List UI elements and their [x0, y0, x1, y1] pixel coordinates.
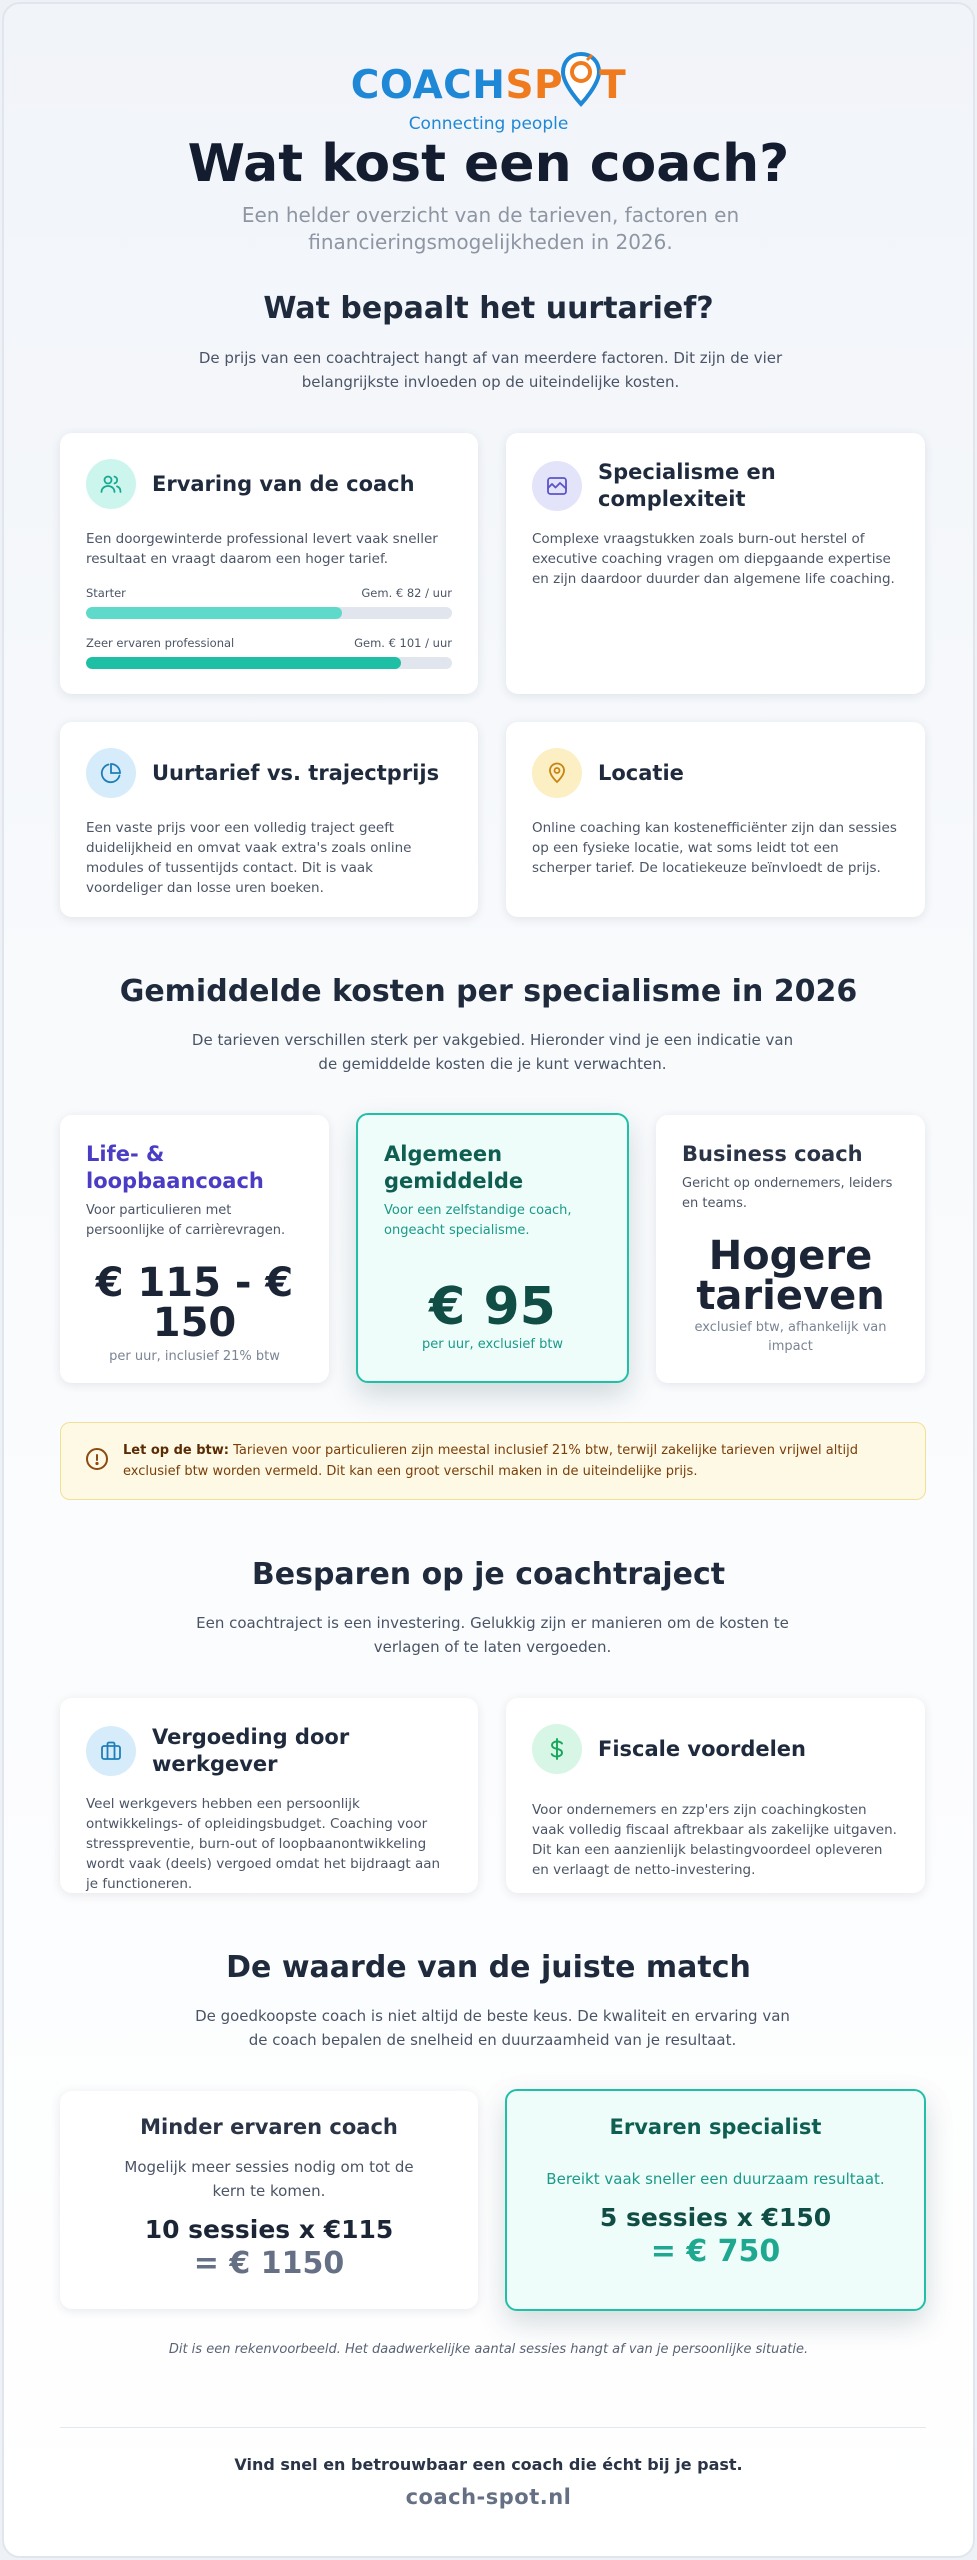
info-icon	[85, 1447, 109, 1475]
match-card-calc: 10 sessies x €115	[144, 2215, 394, 2244]
price-card-amount: Hogere tarieven	[696, 1233, 885, 1319]
factor-title: Ervaring van de coach	[152, 471, 415, 496]
users-icon	[86, 459, 136, 509]
price-card-average	[356, 1113, 629, 1383]
match-card-calc: 5 sessies x €150	[599, 2203, 832, 2232]
vat-note-body: Tarieven voor particulieren zijn meestal inclusief 21% btw, terwijl zakelijke tarieven vrijwel altijd exclusief btw worden vermeld. Dit kan een groot verschil maken in de uiteindelijke prijs.	[123, 1443, 858, 1479]
logo-word-coach: COACH	[350, 63, 506, 108]
logo-pin-icon	[561, 52, 601, 118]
price-card-business	[656, 1115, 925, 1383]
factors-intro: De prijs van een coachtraject hangt af van meerdere factoren. Dit zijn de vier belangrijkste invloeden op de uiteindelijke kosten.	[198, 349, 783, 391]
match-title: De waarde van de juiste match	[226, 1950, 751, 1985]
vat-note-label: Let op de btw:	[123, 1443, 229, 1458]
match-card-less-experienced	[60, 2091, 478, 2309]
bar-value: Gem. € 101 / uur	[354, 636, 452, 650]
footer-site-link[interactable]: coach-spot.nl	[405, 2485, 572, 2509]
brand-logo	[4, 52, 973, 134]
pie-chart-icon	[86, 748, 136, 798]
price-card-subtitle: Voor een zelfstandige coach, ongeacht specialisme.	[384, 1203, 572, 1238]
page-title: Wat kost een coach?	[187, 134, 790, 194]
factor-card-pricing	[60, 722, 478, 917]
price-card-amount: € 115 - € 150	[95, 1260, 294, 1346]
savings-text: Veel werkgevers hebben een persoonlijk ontwikkelings- of opleidingsbudget. Coaching voor stresspreventie, burn-out of loopbaanontwikkeling wordt vaak (deels) vergoed omdat het bijdraagt aan je functioneren.	[86, 1796, 441, 1892]
briefcase-icon	[86, 1726, 136, 1776]
match-card-title: Ervaren specialist	[609, 2115, 822, 2139]
match-card-title: Minder ervaren coach	[140, 2115, 398, 2139]
logo-word-t: T	[599, 63, 627, 108]
footer-tagline: Vind snel en betrouwbaar een coach die écht bij je past.	[234, 2455, 743, 2474]
match-card-text: Bereikt vaak sneller een duurzaam resultaat.	[546, 2170, 885, 2188]
savings-title-text: Vergoeding door werkgever	[152, 1725, 350, 1776]
match-card-total: = € 1150	[193, 2246, 345, 2281]
bar-fill	[86, 657, 401, 669]
savings-intro: Een coachtraject is een investering. Gelukkig zijn er manieren om de kosten te verlagen of te laten vergoeden.	[196, 1614, 789, 1656]
factor-card-location	[506, 722, 925, 917]
factor-card-specialism	[506, 433, 925, 694]
vat-note	[60, 1422, 926, 1500]
dollar-icon	[532, 1724, 582, 1774]
price-card-note: per uur, inclusief 21% btw	[109, 1349, 280, 1364]
bar-track	[86, 607, 452, 619]
factors-title: Wat bepaalt het uurtarief?	[263, 291, 714, 326]
factor-card-experience	[60, 433, 478, 694]
price-card-note: exclusief btw, afhankelijk van impact	[694, 1320, 887, 1354]
match-intro: De goedkoopste coach is niet altijd de beste keus. De kwaliteit en ervaring van de coach bepalen de snelheid en duurzaamheid van je resultaat.	[195, 2007, 790, 2049]
factor-title: Uurtarief vs. trajectprijs	[152, 760, 440, 785]
price-card-life	[60, 1115, 329, 1383]
vat-note-text	[123, 1440, 901, 1482]
price-card-title: Life- & loopbaancoach	[86, 1142, 264, 1193]
page-subtitle: Een helder overzicht van de tarieven, factoren en financieringsmogelijkheden in 2026.	[241, 203, 740, 254]
bar-value: Gem. € 82 / uur	[361, 586, 452, 600]
costs-title: Gemiddelde kosten per specialisme in 2026	[119, 974, 858, 1009]
factor-text: Online coaching kan kostenefficiënter zijn dan sessies op een fysieke locatie, wat soms leidt tot een scherper tarief. De locatiekeuze beïnvloedt de prijs.	[532, 820, 897, 876]
match-card-experienced	[505, 2089, 926, 2311]
bar-starter	[86, 586, 452, 619]
match-card-text: Mogelijk meer sessies nodig om tot de kern te komen.	[124, 2158, 414, 2200]
logo-word-spot: SP	[505, 63, 564, 108]
infographic-page	[2, 2, 975, 2558]
bar-fill	[86, 607, 342, 619]
factor-text: Complexe vraagstukken zoals burn-out herstel of executive coaching vragen om diepgaande expertise en zijn daardoor duurder dan algemene life coaching.	[532, 531, 895, 587]
factor-text: Een vaste prijs voor een volledig traject geeft duidelijkheid en omvat vaak extra's zoals online modules of tussentijds contact. Dit is vaak voordeliger dan losse uren boeken.	[86, 820, 412, 896]
match-card-total: = € 750	[650, 2234, 781, 2269]
savings-title-text: Fiscale voordelen	[598, 1736, 806, 1761]
price-card-title: Algemeen gemiddelde	[384, 1142, 524, 1193]
logo-tagline: Connecting people	[408, 114, 569, 134]
price-card-title: Business coach	[682, 1142, 863, 1166]
price-card-note: per uur, exclusief btw	[421, 1337, 564, 1352]
factor-text: Een doorgewinterde professional levert vaak sneller resultaat en vraagt daarom een hoger tarief.	[86, 531, 438, 567]
bar-label: Zeer ervaren professional	[86, 636, 235, 650]
bar-track	[86, 657, 452, 669]
chart-icon	[532, 461, 582, 511]
savings-card-employer	[60, 1698, 478, 1893]
savings-card-tax	[506, 1698, 925, 1893]
costs-intro: De tarieven verschillen sterk per vakgebied. Hieronder vind je een indicatie van de gemiddelde kosten die je kunt verwachten.	[191, 1031, 794, 1073]
factor-title: Locatie	[598, 760, 684, 785]
match-disclaimer: Dit is een rekenvoorbeeld. Het daadwerkelijke aantal sessies hangt af van je persoonlijke situatie.	[168, 2342, 809, 2357]
factor-title: Specialisme en complexiteit	[598, 460, 776, 511]
price-card-subtitle: Voor particulieren met persoonlijke of carrièrevragen.	[86, 1203, 286, 1238]
savings-text: Voor ondernemers en zzp'ers zijn coachingkosten vaak volledig fiscaal aftrekbaar als zakelijke uitgaven. Dit kan een aanzienlijk belastingvoordeel opleveren en verlaagt de netto-investering.	[532, 1802, 897, 1878]
bar-experienced	[86, 636, 452, 669]
location-pin-icon	[532, 748, 582, 798]
price-card-amount: € 95	[429, 1277, 556, 1337]
price-card-subtitle: Gericht op ondernemers, leiders en teams.	[682, 1176, 893, 1211]
footer-divider	[60, 2427, 926, 2428]
bar-label: Starter	[86, 586, 126, 600]
savings-title: Besparen op je coachtraject	[251, 1557, 726, 1592]
